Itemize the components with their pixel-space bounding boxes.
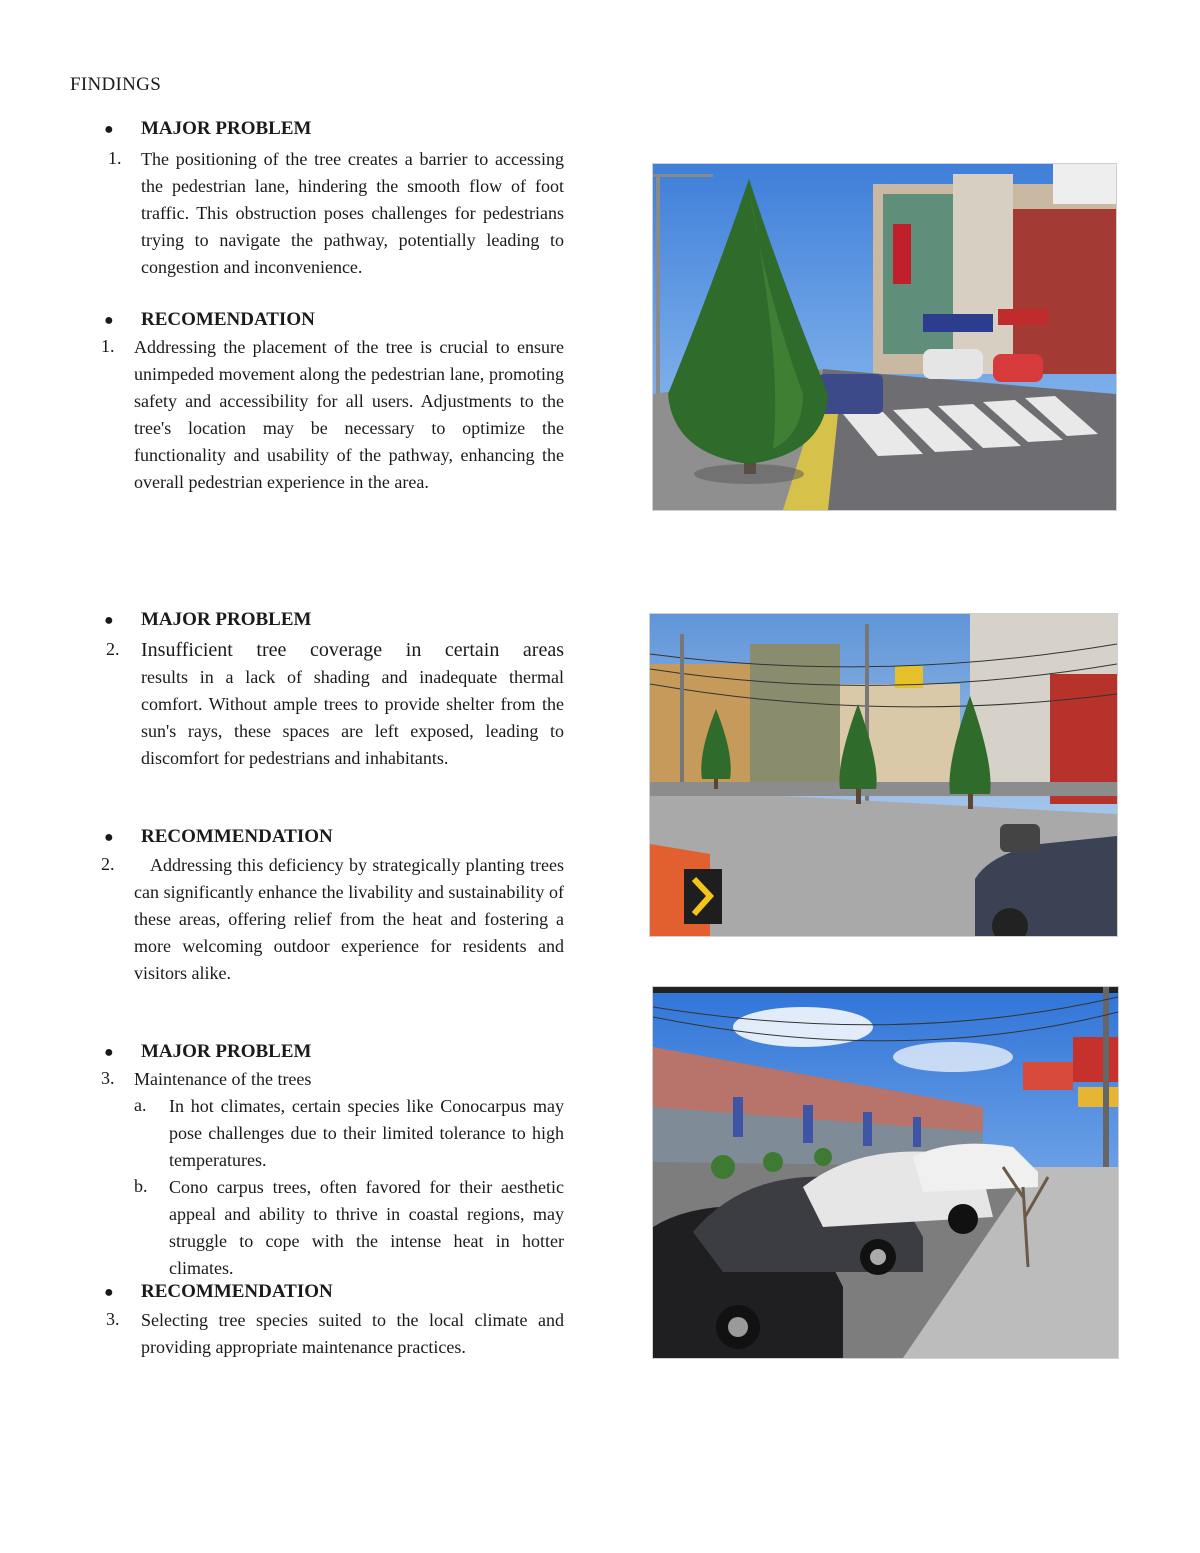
bullet-icon: ●: [104, 612, 114, 629]
recommendation-heading-1: RECOMENDATION: [141, 309, 315, 330]
problem-text-2-lead: Insufficient tree coverage in certain areas: [141, 639, 564, 661]
problem-heading-2: MAJOR PROBLEM: [141, 609, 312, 630]
problem-text-3: Maintenance of the trees: [134, 1069, 312, 1089]
problem-heading-1: MAJOR PROBLEM: [141, 118, 312, 139]
sub-item-a-text: In hot climates, certain species like Conocarpus may pose challenges due to their limited tolerance to high temperatures.: [169, 1096, 564, 1170]
recommendation-text-1: Addressing the placement of the tree is crucial to ensure unimpeded movement along the pedestrian lane, promoting safety and accessibility for all users. Adjustments to the tree's location may be necessary to optimize the functionality and usability of the pathway, enhancing the overall pedestrian experience in the area.: [134, 337, 564, 492]
bullet-icon: ●: [104, 1044, 114, 1061]
photo-parked-cars-young-trees: [652, 986, 1119, 1359]
bullet-icon: ●: [104, 829, 114, 846]
photo-tree-blocking-sidewalk: [652, 163, 1117, 511]
recommendation-number-1: 1.: [101, 336, 115, 356]
bullet-icon: ●: [104, 1284, 114, 1301]
recommendation-number-2: 2.: [101, 854, 115, 874]
problem-number-3: 3.: [101, 1068, 115, 1088]
recommendation-heading-3: RECOMMENDATION: [141, 1281, 333, 1302]
problem-text-2: results in a lack of shading and inadequate thermal comfort. Without ample trees to provide shelter from the sun's rays, these spaces are left exposed, leading to discomfort for pedestrians and inhabitants.: [141, 667, 564, 768]
recommendation-text-3: Selecting tree species suited to the local climate and providing appropriate maintenance practices.: [141, 1310, 564, 1357]
photo-street-sparse-trees: [649, 613, 1118, 937]
problem-number-1: 1.: [108, 148, 122, 168]
problem-text-1: The positioning of the tree creates a barrier to accessing the pedestrian lane, hindering the smooth flow of foot traffic. This obstruction poses challenges for pedestrians trying to navigate the pathway, potentially leading to congestion and inconvenience.: [141, 149, 564, 277]
bullet-icon: ●: [104, 312, 114, 329]
problem-number-2: 2.: [106, 639, 120, 659]
problem-heading-3: MAJOR PROBLEM: [141, 1041, 312, 1062]
bullet-icon: ●: [104, 121, 114, 138]
sub-item-b-text: Cono carpus trees, often favored for their aesthetic appeal and ability to thrive in coastal regions, may struggle to cope with the intense heat in hotter climates.: [169, 1177, 564, 1278]
recommendation-number-3: 3.: [106, 1309, 120, 1329]
page-title: FINDINGS: [70, 74, 162, 95]
recommendation-text-2: Addressing this deficiency by strategically planting trees can significantly enhance the livability and sustainability of these areas, offering relief from the heat and fostering a more welcoming outdoor experience for residents and visitors alike.: [134, 855, 564, 983]
sub-label-b: b.: [134, 1176, 148, 1196]
recommendation-heading-2: RECOMMENDATION: [141, 826, 333, 847]
sub-label-a: a.: [134, 1095, 147, 1115]
